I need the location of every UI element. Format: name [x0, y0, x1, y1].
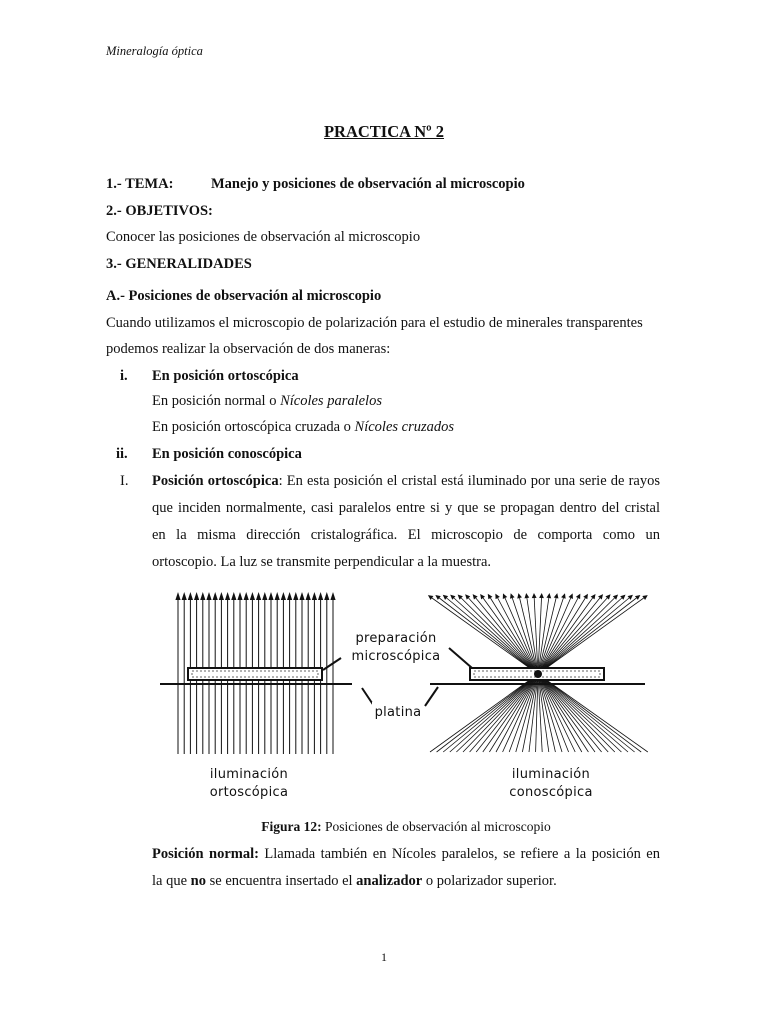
- cono-ray-upper: [538, 598, 578, 674]
- ortho-ray-arrowhead: [244, 592, 249, 600]
- cono-ray-lower: [538, 674, 621, 752]
- label-platina: platina: [374, 705, 422, 720]
- cono-ray-arrowhead: [642, 595, 647, 600]
- list-item-ii-heading: En posición conoscópica: [152, 446, 302, 462]
- section-1: [106, 175, 525, 193]
- cono-ray-upper: [538, 598, 585, 674]
- cono-ray-lower: [437, 674, 538, 752]
- platina-leader-right: [425, 687, 438, 706]
- cono-ray-upper: [447, 598, 538, 674]
- cono-ray-lower: [538, 674, 588, 752]
- cono-ray-upper: [483, 598, 538, 674]
- label-microscopica: microscópica: [351, 649, 441, 664]
- section-2-text: Conocer las posiciones de observación al microscopio: [106, 229, 421, 245]
- ortho-ray-arrowhead: [312, 592, 317, 600]
- cono-ray-lower: [430, 674, 538, 752]
- section-1-text: Manejo y posiciones de observación al microscopio: [211, 176, 525, 192]
- cono-ray-arrowhead: [428, 595, 433, 600]
- cono-ray-arrowhead: [546, 593, 551, 598]
- cono-ray-arrowhead: [532, 593, 537, 598]
- normal-text-b: se encuentra insertado el: [205, 873, 357, 889]
- cono-ray-arrowhead: [635, 595, 640, 600]
- list-item-ii-num: ii.: [116, 446, 128, 462]
- cono-ray-arrowhead: [488, 594, 493, 600]
- cono-ray-upper: [439, 598, 538, 674]
- list-item-i-line-2: [152, 418, 454, 436]
- cono-ray-arrowhead: [598, 594, 603, 599]
- ortho-line-4: ortoscopio. La luz se transmite perpendicular a la muestra.: [152, 554, 492, 570]
- ortho-ray-arrowhead: [200, 592, 205, 600]
- cono-ray-upper: [469, 598, 539, 674]
- cono-ray-upper: [461, 598, 538, 674]
- focus-point: [534, 670, 542, 678]
- caption-text: Posiciones de observación al microscopio: [321, 819, 551, 834]
- cono-ray-upper: [538, 598, 593, 674]
- line-emph: Nícoles cruzados: [354, 419, 455, 435]
- ortho-line-3: en la misma dirección cristalográfica. El microscopio de comporta como un: [152, 527, 660, 543]
- ortho-ray-arrowhead: [250, 592, 255, 600]
- normal-term: Posición normal:: [152, 846, 259, 862]
- label-iluminacion-orto: iluminación: [209, 767, 289, 782]
- running-header: Mineralogía óptica: [106, 44, 203, 58]
- cono-ray-upper: [538, 598, 607, 674]
- cono-ray-arrowhead: [435, 595, 440, 600]
- cono-ray-lower: [538, 674, 582, 752]
- ortho-line-1: [152, 472, 660, 490]
- ortho-ray-arrowhead: [275, 592, 280, 600]
- cono-ray-lower: [503, 674, 538, 752]
- ortho-ray-arrowhead: [213, 592, 218, 600]
- ortho-ray-arrowhead: [194, 592, 199, 600]
- ortho-ray-arrowhead: [287, 592, 292, 600]
- section-3-label: 3.- GENERALIDADES: [106, 256, 252, 272]
- label-iluminacion-cono: iluminación: [511, 767, 591, 782]
- normal-text-no: no: [190, 873, 206, 889]
- ortho-ray-arrowhead: [293, 592, 298, 600]
- cono-ray-lower: [476, 674, 538, 752]
- cono-ray-arrowhead: [525, 593, 530, 598]
- page-title-text: PRACTICA Nº 2: [323, 122, 445, 141]
- ortho-ray-arrowhead: [318, 592, 323, 600]
- cono-ray-lower: [538, 674, 628, 752]
- list-item-i-num: i.: [120, 368, 128, 384]
- cono-ray-upper: [490, 598, 538, 674]
- cono-ray-arrowhead: [591, 594, 596, 599]
- figure-diagram: [140, 586, 660, 808]
- ortho-ray-arrowhead: [281, 592, 286, 600]
- ortho-ray-arrowhead: [256, 592, 261, 600]
- normal-text-analizador: analizador: [356, 873, 423, 889]
- cono-ray-arrowhead: [583, 594, 588, 600]
- cono-ray-arrowhead: [517, 593, 522, 598]
- ortho-ray-arrowhead: [206, 592, 211, 600]
- cono-ray-arrowhead: [510, 593, 515, 599]
- cono-ray-upper: [538, 598, 636, 674]
- ortho-line-2: que inciden normalmente, casi paralelos entre si y que se propagan dentro del cristal: [152, 500, 660, 516]
- list-item-i-line-1: [152, 392, 382, 410]
- ortho-ray-arrowhead: [188, 592, 193, 600]
- normal-line-1: [152, 845, 660, 863]
- cono-ray-arrowhead: [480, 594, 485, 599]
- ortho-ray-arrowhead: [225, 592, 230, 600]
- ortho-ray-arrowhead: [175, 592, 180, 600]
- ortho-ray-arrowhead: [268, 592, 273, 600]
- cono-ray-lower: [496, 674, 538, 752]
- ortho-ray-arrowhead: [182, 592, 187, 600]
- cono-ray-arrowhead: [539, 593, 544, 598]
- label-ortoscopica: ortoscópica: [209, 785, 289, 800]
- label-preparacion: preparación: [355, 631, 437, 646]
- prep-leader-right: [449, 648, 472, 668]
- intro-line-1: Cuando utilizamos el microscopio de polarización para el estudio de minerales transparentes: [106, 315, 643, 331]
- ortho-num: I.: [120, 473, 129, 489]
- ortho-ray-arrowhead: [324, 592, 329, 600]
- list-item-i-heading: En posición ortoscópica: [152, 368, 299, 384]
- cono-ray-lower: [470, 674, 538, 752]
- cono-ray-lower: [538, 674, 608, 752]
- section-1-label: 1.- TEMA:: [106, 176, 174, 192]
- label-conoscopica: conoscópica: [509, 785, 593, 800]
- ortho-ray-arrowhead: [330, 592, 335, 600]
- cono-ray-upper: [538, 598, 629, 674]
- cono-ray-lower: [538, 674, 615, 752]
- ortho-ray-arrowhead: [237, 592, 242, 600]
- page-title: [0, 122, 768, 142]
- cono-ray-arrowhead: [561, 593, 566, 599]
- ortho-term: Posición ortoscópica: [152, 473, 279, 489]
- ortho-ray-arrowhead: [262, 592, 267, 600]
- figure-caption: [0, 818, 768, 836]
- cono-ray-upper: [538, 598, 615, 674]
- prep-leader-left: [323, 658, 341, 670]
- line-prefix: En posición normal o: [152, 393, 281, 409]
- intro-line-2: podemos realizar la observación de dos maneras:: [106, 341, 391, 357]
- ortho-ray-arrowhead: [231, 592, 236, 600]
- normal-text-a: la que: [152, 873, 191, 889]
- line-emph: Nícoles paralelos: [280, 393, 382, 409]
- cono-ray-lower: [538, 674, 648, 752]
- ortho-ray-arrowhead: [299, 592, 304, 600]
- line-prefix: En posición ortoscópica cruzada o: [152, 419, 355, 435]
- cono-ray-arrowhead: [554, 593, 559, 598]
- caption-label: Figura 12:: [261, 819, 322, 834]
- normal-text-c: o polarizador superior.: [422, 873, 557, 889]
- page-number: 1: [381, 950, 387, 964]
- normal-line-1-rest: Llamada también en Nícoles paralelos, se refiere a la posición en: [258, 846, 660, 862]
- cono-ray-lower: [456, 674, 538, 752]
- section-2-label: 2.- OBJETIVOS:: [106, 203, 213, 219]
- ortho-line-1-rest: : En esta posición el cristal está iluminado por una serie de rayos: [278, 473, 661, 489]
- ortho-ray-arrowhead: [219, 592, 224, 600]
- sample-slide-orthoscopic: [188, 668, 322, 680]
- normal-line-2: [152, 872, 557, 890]
- cono-ray-arrowhead: [473, 594, 478, 599]
- ortho-ray-arrowhead: [306, 592, 311, 600]
- subsection-a-heading: A.- Posiciones de observación al microscopio: [106, 288, 382, 304]
